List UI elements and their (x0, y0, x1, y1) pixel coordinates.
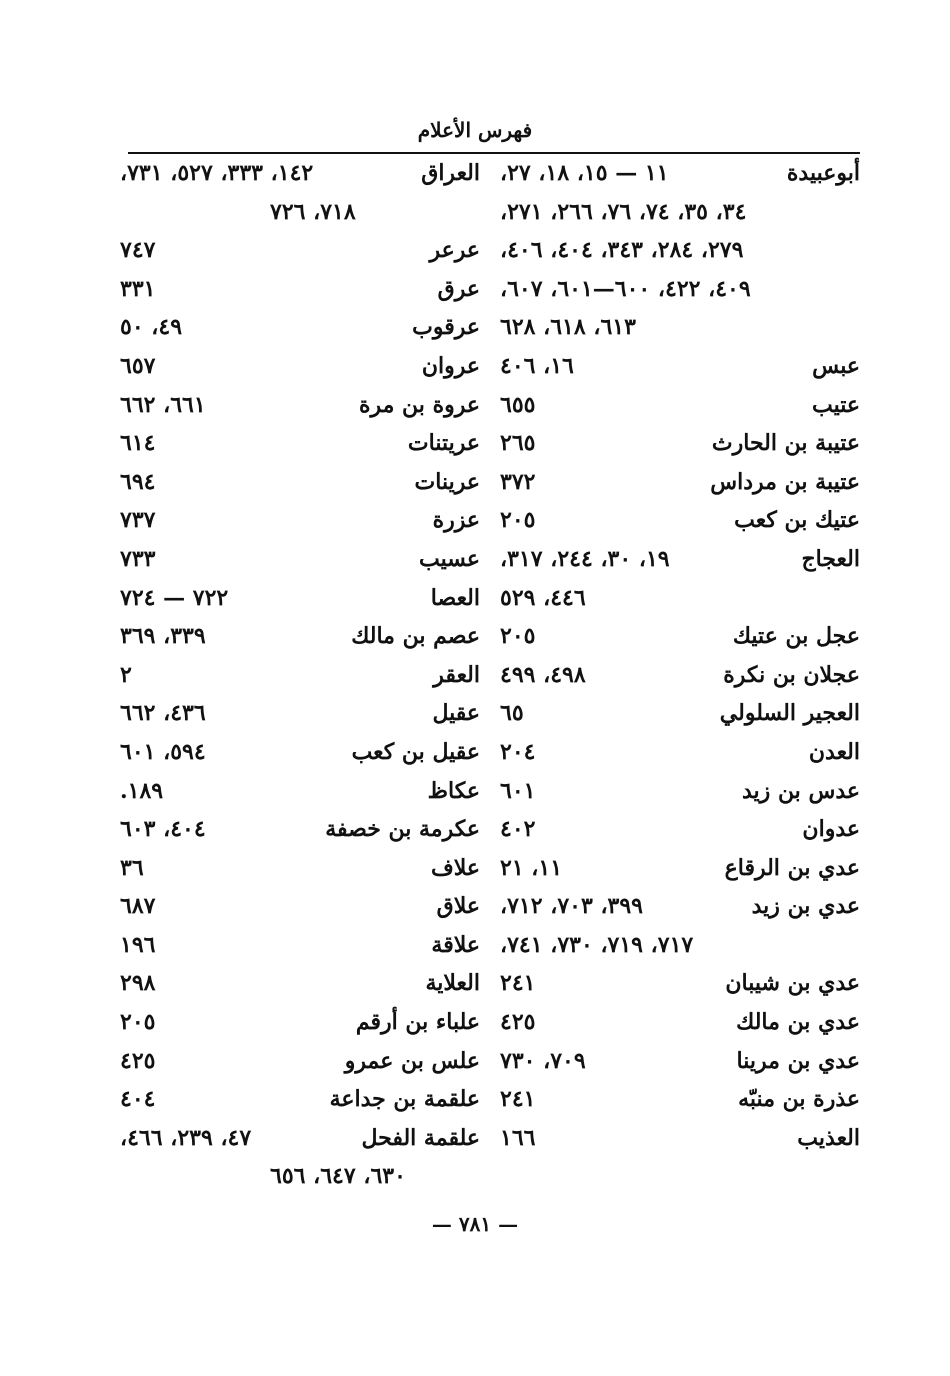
index-entry (120, 932, 480, 971)
entry-pages: ٤٠٢ (500, 816, 536, 843)
entry-pages: ٤٢٥ (120, 1047, 156, 1074)
index-entry (120, 546, 480, 585)
entry-name: عبس (812, 352, 860, 379)
entry-pages: ٤٧، ٢٣٩، ٤٦٦، (120, 1124, 252, 1151)
entry-pages: ٤٩، ٥٠ (120, 314, 183, 341)
index-entry (500, 199, 860, 238)
entry-pages-continuation: ٦٣٠، ٦٤٧، ٦٥٦ (270, 1163, 406, 1190)
index-entry (500, 353, 860, 392)
entry-pages: ٥٩٤، ٦٠١ (120, 738, 206, 765)
index-entry (500, 546, 860, 585)
index-entry (120, 199, 480, 238)
entry-pages-continuation: ٣٤، ٣٥، ٧٤، ٧٦، ٢٦٦، ٢٧١، (500, 198, 747, 225)
entry-name: عدوان (802, 816, 860, 843)
index-entry (500, 1125, 860, 1164)
entry-name: عدي بن مرينا (736, 1047, 860, 1074)
entry-pages: ٤٣٦، ٦٦٢ (120, 700, 206, 727)
index-entry (120, 314, 480, 353)
entry-name: علاقة (431, 931, 480, 958)
index-entry (500, 1048, 860, 1087)
index-entry (120, 276, 480, 315)
header-rule (128, 152, 860, 154)
entry-pages: ٣٦ (120, 854, 144, 881)
page-header-title: فهرس الأعلام (417, 118, 533, 142)
index-entry (120, 700, 480, 739)
index-entry (120, 623, 480, 662)
page-number: — ٧٨١ — (431, 1212, 519, 1236)
entry-pages-continuation: ٤٠٩، ٤٢٢، ٦٠٠—٦٠١، ٦٠٧، (500, 275, 751, 302)
index-entry (500, 1009, 860, 1048)
entry-pages-continuation: ٧١٧، ٧١٩، ٧٣٠، ٧٤١، (500, 931, 694, 958)
entry-name: عكرمة بن خصفة (325, 816, 480, 843)
entry-name: عجلان بن نكرة (723, 661, 860, 688)
entry-name: علاف (430, 854, 480, 881)
entry-pages: ٦٥٧ (120, 352, 156, 379)
index-entry (500, 970, 860, 1009)
entry-pages-continuation: ٢٧٩، ٢٨٤، ٣٤٣، ٤٠٤، ٤٠٦، (500, 237, 744, 264)
entry-name: عتيك بن كعب (734, 507, 860, 534)
entry-name: عريتنات (407, 430, 480, 457)
entry-pages: ٤٠٤ (120, 1086, 156, 1113)
entry-name: عرعر (429, 237, 480, 264)
entry-pages: ١١، ٢١ (500, 854, 563, 881)
index-entry (500, 700, 860, 739)
entry-name: عروان (421, 352, 480, 379)
entry-pages: ٧٠٩، ٧٣٠ (500, 1047, 586, 1074)
entry-name: عرينات (414, 468, 480, 495)
entry-pages: ٢٠٥ (500, 623, 536, 650)
entry-name: العلاية (425, 970, 480, 997)
index-entry (500, 507, 860, 546)
entry-name: عجل بن عتيك (732, 623, 860, 650)
entry-pages: ٤٩٨، ٤٩٩ (500, 661, 586, 688)
index-entry (500, 276, 860, 315)
index-entry (120, 507, 480, 546)
index-entry (500, 392, 860, 431)
index-entry (500, 160, 860, 199)
entry-name: عتيب (811, 391, 860, 418)
entry-name: عدس بن زيد (741, 777, 860, 804)
index-entry (500, 237, 860, 276)
entry-name: علباء بن أرقم (355, 1009, 480, 1036)
entry-name: عصم بن مالك (351, 623, 480, 650)
entry-name: العدن (808, 738, 860, 765)
entry-pages: ٧٢٢ — ٧٢٤ (120, 584, 229, 611)
entry-name: عتيبة بن مرداس (710, 468, 860, 495)
entry-name: العراق (421, 160, 480, 186)
entry-name: عدي بن شيبان (725, 970, 860, 997)
index-entry (120, 1009, 480, 1048)
entry-pages: ٢٠٥ (120, 1009, 156, 1036)
entry-name: العجاج (801, 545, 860, 572)
entry-pages: ٦٦١، ٦٦٢ (120, 391, 206, 418)
index-entry (120, 816, 480, 855)
entry-name: عدي بن الرقاع (724, 854, 860, 881)
entry-pages: ٢٠٥ (500, 507, 536, 534)
entry-name: العذيب (797, 1124, 860, 1151)
index-entry (120, 893, 480, 932)
index-entry (120, 662, 480, 701)
index-column-right (500, 160, 860, 1163)
entry-name: علس بن عمرو (344, 1047, 480, 1074)
entry-pages: ٦٩٤ (120, 468, 156, 495)
entry-name: عزرة (432, 507, 480, 534)
entry-pages: ٢٦٥ (500, 430, 536, 457)
index-entry (120, 739, 480, 778)
index-entry (500, 816, 860, 855)
entry-name: عقيل (432, 700, 480, 727)
entry-pages: ٢٤١ (500, 970, 536, 997)
entry-name: عسيب (419, 545, 480, 572)
index-entry (120, 1125, 480, 1164)
entry-pages: ٦٥٥ (500, 391, 536, 418)
index-entry (500, 469, 860, 508)
index-entry (120, 778, 480, 817)
entry-name: العقر (433, 661, 480, 688)
entry-name: علقمة الفحل (361, 1124, 480, 1151)
entry-name: علاق (436, 893, 480, 920)
entry-name: أبوعبيدة (786, 160, 860, 186)
entry-name: عروة بن مرة (358, 391, 480, 418)
index-entry (120, 855, 480, 894)
entry-name: العصا (430, 584, 480, 611)
entry-pages: ٣٧٢ (500, 468, 536, 495)
index-entry (500, 932, 860, 971)
entry-name: عقيل بن كعب (351, 738, 480, 765)
index-entry (120, 392, 480, 431)
entry-pages: ٢٤١ (500, 1086, 536, 1113)
entry-name: العجير السلولي (719, 700, 860, 727)
index-entry (120, 160, 480, 199)
entry-pages: ١٨٩. (120, 777, 164, 804)
entry-name: عتيبة بن الحارث (711, 430, 860, 457)
index-entry (500, 314, 860, 353)
entry-pages: ٦٥ (500, 700, 524, 727)
entry-name: عذرة بن منبّه (738, 1086, 860, 1113)
entry-pages: ١٦، ٤٠٦ (500, 352, 574, 379)
index-column-left (120, 160, 480, 1202)
entry-pages: ٣٩٩، ٧٠٣، ٧١٢، (500, 893, 643, 920)
entry-pages: ٣٣١ (120, 275, 156, 302)
index-entry (120, 237, 480, 276)
index-entry (120, 469, 480, 508)
entry-pages: ١٩، ٣٠، ٢٤٤، ٣١٧، (500, 545, 670, 572)
entry-pages: ١٩٦ (120, 931, 156, 958)
entry-pages: ٢٠٤ (500, 738, 536, 765)
index-entry (500, 893, 860, 932)
index-entry (500, 739, 860, 778)
index-entry (120, 970, 480, 1009)
entry-pages: ٢ (120, 661, 132, 688)
entry-pages: ٦١٤ (120, 430, 156, 457)
entry-pages-continuation: ٦١٣، ٦١٨، ٦٢٨ (500, 314, 636, 341)
entry-name: عرقوب (412, 314, 480, 341)
entry-pages-continuation: ٧١٨، ٧٢٦ (270, 198, 356, 225)
entry-pages: ٤٢٥ (500, 1009, 536, 1036)
entry-name: عدي بن زيد (751, 893, 860, 920)
entry-pages: ٦٠١ (500, 777, 536, 804)
index-entry (500, 662, 860, 701)
entry-pages: ٧٣٣ (120, 545, 156, 572)
index-entry (120, 430, 480, 469)
entry-pages: ٦٨٧ (120, 893, 156, 920)
entry-pages: ٤٠٤، ٦٠٣ (120, 816, 206, 843)
entry-name: علقمة بن جداعة (329, 1086, 480, 1113)
index-entry (120, 1048, 480, 1087)
entry-name: عدي بن مالك (736, 1009, 860, 1036)
entry-pages: ١١ — ١٥، ١٨، ٢٧، (500, 160, 669, 186)
index-entry (120, 585, 480, 624)
entry-pages: ١٦٦ (500, 1124, 536, 1151)
entry-name: عرق (437, 275, 480, 302)
entry-name: عكاظ (427, 777, 480, 804)
index-entry (500, 585, 860, 624)
entry-pages: ١٤٢، ٣٣٣، ٥٢٧، ٧٣١، (120, 160, 314, 186)
index-entry (500, 1086, 860, 1125)
entry-pages-continuation: ٤٤٦، ٥٢٩ (500, 584, 586, 611)
index-entry (120, 1163, 480, 1202)
index-entry (500, 778, 860, 817)
index-entry (120, 1086, 480, 1125)
entry-pages: ٢٩٨ (120, 970, 156, 997)
index-entry (500, 430, 860, 469)
entry-pages: ٧٣٧ (120, 507, 156, 534)
index-entry (120, 353, 480, 392)
index-entry (500, 623, 860, 662)
index-entry (500, 855, 860, 894)
entry-pages: ٧٤٧ (120, 237, 156, 264)
entry-pages: ٣٣٩، ٣٦٩ (120, 623, 206, 650)
